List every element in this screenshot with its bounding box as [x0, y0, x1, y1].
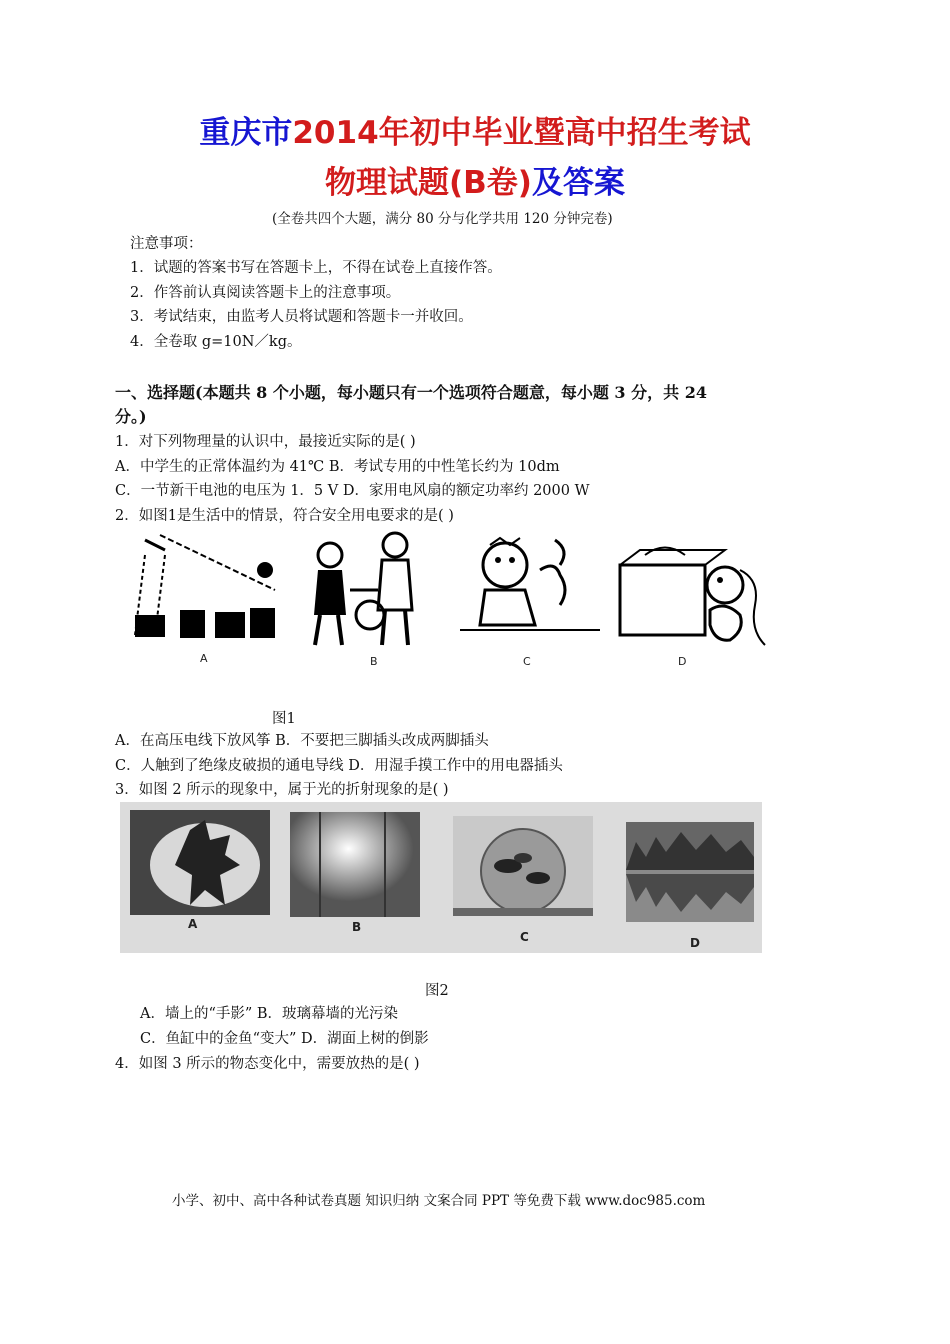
figure-1-caption: 图1 — [272, 711, 296, 727]
figure-2-photo-d — [626, 822, 754, 922]
figure-1-sketch-b — [300, 530, 430, 655]
notice-item-3: 3．考试结束，由监考人员将试题和答题卡一并收回。 — [130, 309, 473, 325]
notice-item-1: 1．试题的答案书写在答题卡上，不得在试卷上直接作答。 — [130, 260, 502, 276]
q3-options-2: C．鱼缸中的金鱼“变大” D．湖面上树的倒影 — [140, 1031, 429, 1047]
section-heading-line-2: 分。) — [115, 407, 147, 426]
q1-options-1: A．中学生的正常体温约为 41℃ B．考试专用的中性笔长约为 10dm — [115, 459, 560, 475]
title-city: 重庆市 — [199, 115, 293, 151]
figure-2-photo-b — [290, 812, 420, 917]
figure-2 — [120, 802, 762, 953]
figure-2-label-b: B — [352, 920, 362, 934]
figure-2-label-d: D — [690, 936, 700, 950]
q2-options-1: A．在高压电线下放风筝 B．不要把三脚插头改成两脚插头 — [115, 733, 489, 749]
figure-2-label-c: C — [520, 930, 529, 944]
q1-options-2: C．一节新干电池的电压为 1．5 V D．家用电风扇的额定功率约 2000 W — [115, 483, 590, 499]
title-line-1 — [0, 114, 950, 152]
figure-1-sketch-c — [460, 530, 600, 645]
figure-1-sketch-a — [125, 530, 285, 650]
title-exam: 2014年初中毕业暨高中招生考试 — [292, 115, 751, 151]
notice-item-2: 2．作答前认真阅读答题卡上的注意事项。 — [130, 285, 401, 301]
figure-1-label-b: B — [370, 655, 378, 668]
q3-stem: 3．如图 2 所示的现象中，属于光的折射现象的是( ) — [115, 782, 449, 798]
notice-heading: 注意事项： — [130, 236, 203, 252]
q2-stem: 2．如图1是生活中的情景，符合安全用电要求的是( ) — [115, 508, 454, 524]
figure-2-caption: 图2 — [425, 983, 449, 999]
title-subject: 物理试题(B卷) — [325, 165, 532, 201]
figure-2-photo-a — [130, 810, 270, 915]
section-heading-line-1: 一、选择题(本题共 8 个小题，每小题只有一个选项符合题意，每小题 3 分，共 24 — [115, 383, 707, 402]
notice-item-4: 4．全卷取 g=10N／kg。 — [130, 334, 302, 350]
q4-stem: 4．如图 3 所示的物态变化中，需要放热的是( ) — [115, 1056, 420, 1072]
page-footer: 小学、初中、高中各种试卷真题 知识归纳 文案合同 PPT 等免费下载 www.doc985.com — [172, 1193, 706, 1209]
figure-1-sketch-d — [615, 530, 775, 655]
figure-1-label-d: D — [678, 655, 687, 668]
figure-2-label-a: A — [188, 917, 198, 931]
figure-1-label-c: C — [523, 655, 531, 668]
q1-stem: 1．对下列物理量的认识中，最接近实际的是( ) — [115, 434, 416, 450]
title-answer: 及答案 — [531, 165, 625, 201]
q2-options-2: C．人触到了绝缘皮破损的通电导线 D．用湿手摸工作中的用电器插头 — [115, 758, 563, 774]
q3-options-1: A．墙上的“手影” B．玻璃幕墙的光污染 — [140, 1006, 399, 1022]
figure-1-label-a: A — [200, 652, 208, 665]
figure-1 — [125, 530, 785, 685]
figure-2-photo-c — [453, 816, 593, 916]
title-line-2 — [0, 164, 950, 202]
exam-subtitle: (全卷共四个大题，满分 80 分与化学共用 120 分钟完卷) — [272, 211, 613, 227]
